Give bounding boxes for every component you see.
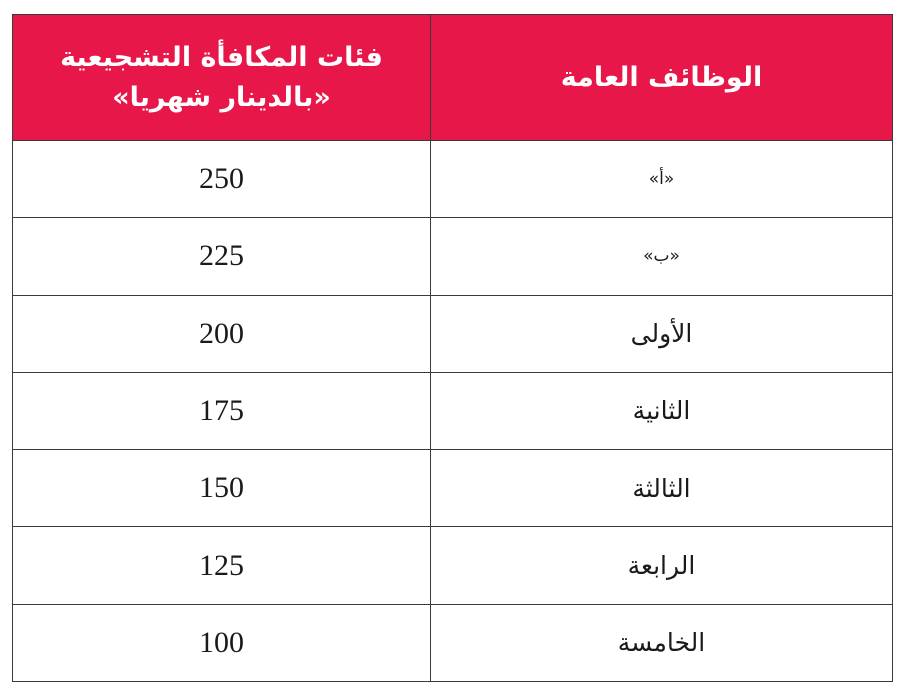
table-row — [13, 141, 893, 218]
grade-cell: الثانية — [431, 372, 893, 449]
grade-cell: الخامسة — [431, 604, 893, 681]
amount-cell: 250 — [13, 141, 431, 218]
table-row — [13, 450, 893, 527]
amount-cell: 150 — [13, 450, 431, 527]
header-row — [13, 15, 893, 141]
header-grade: الوظائف العامة — [431, 15, 893, 141]
header-amount: فئات المكافأة التشجيعية «بالدينار شهريا» — [13, 15, 431, 141]
table-row — [13, 372, 893, 449]
table-row — [13, 527, 893, 604]
grade-cell: الرابعة — [431, 527, 893, 604]
amount-cell: 175 — [13, 372, 431, 449]
bonus-table-container — [12, 14, 892, 682]
grade-cell: «أ» — [431, 141, 893, 218]
grade-cell: الثالثة — [431, 450, 893, 527]
grade-cell: الأولى — [431, 295, 893, 372]
amount-cell: 125 — [13, 527, 431, 604]
table-row — [13, 218, 893, 295]
table-row — [13, 295, 893, 372]
table-body — [13, 141, 893, 682]
amount-cell: 200 — [13, 295, 431, 372]
table-row — [13, 604, 893, 681]
bonus-table — [12, 14, 893, 682]
amount-cell: 100 — [13, 604, 431, 681]
table-header — [13, 15, 893, 141]
amount-cell: 225 — [13, 218, 431, 295]
grade-cell: «ب» — [431, 218, 893, 295]
